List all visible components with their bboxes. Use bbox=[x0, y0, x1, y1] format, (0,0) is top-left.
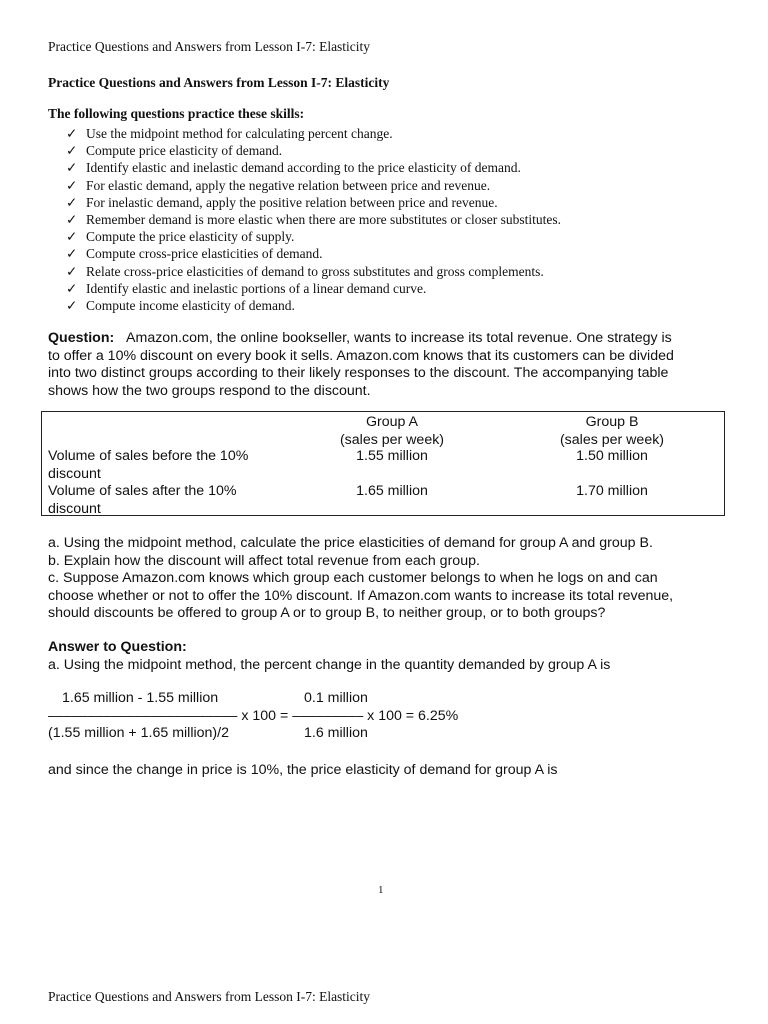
list-item: ✓ For inelastic demand, apply the positive relation between price and revenue. bbox=[66, 194, 498, 210]
checkmark-icon: ✓ bbox=[66, 246, 78, 262]
checkmark-icon: ✓ bbox=[66, 263, 78, 279]
question-parts bbox=[48, 535, 728, 623]
skills-heading: The following questions practice these skills: bbox=[48, 106, 305, 121]
list-item: ✓ Use the midpoint method for calculating percent change. bbox=[66, 126, 393, 141]
part-line: a. Using the midpoint method, calculate the price elasticities of demand for group A and group B. bbox=[48, 535, 653, 551]
checkmark-icon: ✓ bbox=[66, 229, 78, 245]
group-a-header: Group A (sales per week) bbox=[339, 414, 445, 448]
part-line: should discounts be offered to group A or to group B, to neither group, or to both groups? bbox=[48, 605, 606, 621]
cell-group-b-before: 1.50 million bbox=[576, 448, 648, 464]
running-header: Practice Questions and Answers from Lesson I-7: Elasticity bbox=[48, 39, 371, 54]
checkmark-icon: ✓ bbox=[66, 126, 78, 141]
checkmark-icon: ✓ bbox=[66, 143, 78, 159]
document-title: Practice Questions and Answers from Lesson I-7: Elasticity bbox=[48, 75, 390, 90]
cell-group-a-after: 1.65 million bbox=[356, 483, 428, 499]
checkmark-icon: ✓ bbox=[66, 160, 78, 176]
answer-heading: Answer to Question: a. Using the midpoint method, the percent change in the quantity demanded by group A is bbox=[48, 639, 728, 674]
question-paragraph bbox=[48, 330, 728, 400]
part-line: b. Explain how the discount will affect total revenue from each group. bbox=[48, 552, 480, 569]
checkmark-icon: ✓ bbox=[66, 211, 78, 227]
list-item: ✓ For elastic demand, apply the negative relation between price and revenue. bbox=[66, 177, 491, 193]
question-line: shows how the two groups respond to the discount. bbox=[48, 382, 371, 399]
list-item: ✓ Identify elastic and inelastic demand according to the price elasticity of demand. bbox=[66, 160, 521, 176]
question-line: into two distinct groups according to their likely responses to the discount. The accompanying table bbox=[48, 365, 669, 381]
checkmark-icon: ✓ bbox=[66, 194, 78, 210]
question-label: Question: bbox=[48, 330, 115, 346]
list-item: ✓ Compute cross-price elasticities of demand. bbox=[66, 246, 323, 262]
formula-denominator-left: (1.55 million + 1.65 million)/2 bbox=[48, 725, 229, 741]
formula-denominator-right: 1.6 million bbox=[304, 725, 368, 741]
page-number: 1 bbox=[378, 884, 384, 896]
list-item: ✓ Relate cross-price elasticities of demand to gross substitutes and gross complements. bbox=[66, 263, 544, 279]
part-line: c. Suppose Amazon.com knows which group each customer belongs to when he logs on and can bbox=[48, 570, 658, 586]
formula-fraction-line: –––––––––––––––––––––––– x 100 = ––––––––– x 100 = 6.25% bbox=[48, 708, 459, 724]
part-line: choose whether or not to offer the 10% discount. If Amazon.com wants to increase its total revenue, bbox=[48, 587, 674, 604]
cell-group-a-before: 1.55 million bbox=[356, 448, 428, 464]
checkmark-icon: ✓ bbox=[66, 280, 78, 296]
list-item: ✓ Compute price elasticity of demand. bbox=[66, 143, 283, 159]
checkmark-icon: ✓ bbox=[66, 177, 78, 193]
group-b-header: Group B (sales per week) bbox=[559, 414, 665, 448]
list-item: ✓ Compute the price elasticity of supply. bbox=[66, 229, 295, 245]
formula-numerator-left: 1.65 million - 1.55 million bbox=[62, 690, 219, 706]
answer-intro: a. Using the midpoint method, the percent change in the quantity demanded by group A is bbox=[48, 656, 611, 673]
row-label-after: Volume of sales after the 10% discount bbox=[48, 483, 237, 517]
skills-list bbox=[66, 125, 561, 314]
list-item: ✓ Identify elastic and inelastic portions of a linear demand curve. bbox=[66, 280, 427, 296]
question-line: Question: Amazon.com, the online bookseller, wants to increase its total revenue. One strategy is bbox=[48, 330, 672, 346]
question-line: to offer a 10% discount on every book it sells. Amazon.com knows that its customers can be divided bbox=[48, 347, 674, 364]
cell-group-b-after: 1.70 million bbox=[576, 483, 648, 499]
sales-table bbox=[41, 411, 725, 516]
answer-conclusion: and since the change in price is 10%, the price elasticity of demand for group A is bbox=[48, 762, 558, 778]
formula-numerator-right: 0.1 million bbox=[304, 690, 368, 706]
list-item: ✓ Compute income elasticity of demand. bbox=[66, 297, 295, 313]
row-label-before: Volume of sales before the 10% discount bbox=[48, 448, 249, 482]
running-footer: Practice Questions and Answers from Lesson I-7: Elasticity bbox=[48, 989, 371, 1004]
checkmark-icon: ✓ bbox=[66, 297, 78, 313]
list-item: ✓ Remember demand is more elastic when there are more substitutes or closer substitutes. bbox=[66, 211, 561, 227]
